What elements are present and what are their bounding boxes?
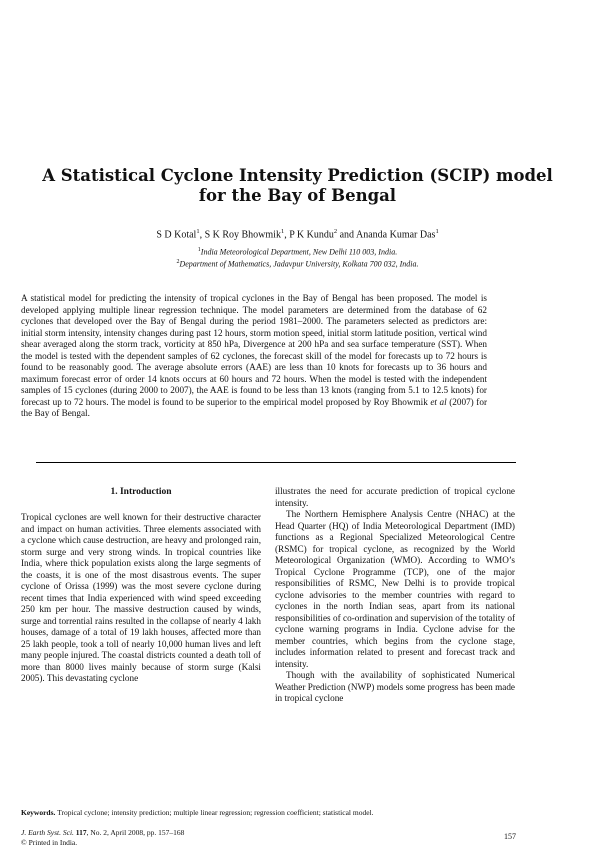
author-2-affil-mark: 1 <box>280 228 285 235</box>
author-3-affil-mark: 2 <box>333 228 338 235</box>
affiliation-1-text: India Meteorological Department, New Delhi 110 003, India. <box>200 247 398 257</box>
journal-volume: 117 <box>75 828 87 837</box>
abstract-etal: et al <box>430 396 447 407</box>
journal-issue-pages: , No. 2, April 2008, pp. 157–168 <box>86 828 185 837</box>
section-heading-introduction: 1. Introduction <box>110 487 172 497</box>
keywords-text: Tropical cyclone; intensity prediction; multiple linear regression; regression coefficient; statistical model. <box>57 808 374 817</box>
affiliation-2-mark: 2 <box>176 259 180 265</box>
keywords-label: Keywords. <box>21 808 56 817</box>
page-number: 157 <box>504 832 516 841</box>
intro-paragraph-3: Though with the availability of sophisticated Numerical Weather Prediction (NWP) models some progress has been made in tropical cyclone <box>275 670 515 703</box>
author-conjunction: and <box>339 229 355 241</box>
paper-title <box>40 166 555 206</box>
left-column <box>21 486 261 685</box>
author-4: Ananda Kumar Das <box>356 229 436 241</box>
journal-citation <box>21 828 321 838</box>
affiliation-2 <box>40 257 555 270</box>
abstract-text: A statistical model for predicting the intensity of tropical cyclones in the Bay of Bengal has been proposed. The model is developed applying multiple linear regression technique. The model parameters are determined from the database of 62 cyclones that developed over the Bay of Bengal during the period 1981–2000. The parameters selected as predictors are: initial storm intensity, intensity changes during past 12 hours, storm motion speed, initial storm latitude position, vertical wind shear averaged along the storm track, vorticity at 850 hPa, Divergence at 200 hPa and sea surface temperature (SST). When the model is tested with the dependent samples of 62 cyclones, the forecast skill of the model for forecasts up to 72 hours is found to be reasonably good. The average absolute errors (AAE) are less than 10 knots for forecasts up to 36 hours and maximum forecast error of order 14 knots occurs at 60 hours and 72 hours. When the model is tested with the independent samples of 15 cyclones (during 2000 to 2007), the AAE is found to be less than 13 knots (ranging from 5.1 to 12.5 knots) for forecast up to 72 hours. The model is found to be superior to the empirical model proposed by Roy Bhowmik <box>21 293 487 407</box>
author-2: S K Roy Bhowmik <box>204 229 281 241</box>
author-1: S D Kotal <box>156 229 197 241</box>
affiliation-1 <box>40 245 555 258</box>
abstract-text-end: (2007) for the Bay of Bengal. <box>21 396 488 419</box>
author-3: P K Kundu <box>289 229 334 241</box>
intro-paragraph-2: The Northern Hemisphere Analysis Centre (NHAC) at the Head Quarter (HQ) of India Meteorological Department (IMD) functions as a Regional Specialized Meteorological Centre (RSMC) for tropical cyclone, as recognized by the World Meteorological Organization (WMO). According to WMO’s Tropical Cyclone Programme (TCP), one of the major responsibilities of RSMC, New Delhi is to provide tropical cyclone advisories to the member countries with regard to cyclones in the north Indian seas, apart from its national responsibilities of co-ordination and supervision of the totality of cyclone warning programs in India. Cyclone advise for the member countries, which begins from the cyclone stage, includes information related to present and forecast track and intensity. <box>275 509 515 669</box>
abstract-divider <box>36 462 516 463</box>
right-column <box>275 486 515 705</box>
printed-notice: © Printed in India. <box>21 838 78 847</box>
abstract <box>21 293 487 420</box>
intro-paragraph-1-continued: illustrates the need for accurate prediction of tropical cyclone intensity. <box>275 486 515 508</box>
author-1-affil-mark: 1 <box>196 228 200 235</box>
affiliation-1-mark: 1 <box>197 247 201 253</box>
intro-paragraph-1: Tropical cyclones are well known for their destructive character and impact on human activities. Three elements associated with a cyclone which cause destruction, are heavy and prolonged rain, storm surge and very strong winds. In tropical countries like India, where thick population exists along the large segments of the coasts, it is one of the most disastrous events. The super cyclone of Orissa (1999) was the most severe cyclone during recent times that India experienced with wind speed exceeding 250 km per hour. The massive destruction caused by winds, surge and torrential rains resulted in the collapse of nearly 4 lakh houses, damage of a total of 19 lakh houses, affected more than 25 lakh people, took a toll of nearly 10,000 human lives and left many people injured. The coastal districts counted a death toll of more than 8000 lives mainly because of storm surge (Kalsi 2005). This devastating cyclone <box>21 512 261 683</box>
author-list: S D Kotal$^1$, S K Roy Bhowmik$^1$, P K Kundu$^2$ and Ananda Kumar Das$^1$ <box>156 228 439 241</box>
title-line-2: for the Bay of Bengal <box>198 186 397 205</box>
journal-name: J. Earth Syst. Sci. <box>21 828 74 837</box>
affiliation-2-text: Department of Mathematics, Jadavpur University, Kolkata 700 032, India. <box>179 259 419 269</box>
author-4-affil-mark: 1 <box>435 228 439 235</box>
title-line-1: A Statistical Cyclone Intensity Prediction (SCIP) model <box>42 166 553 185</box>
keywords <box>21 808 561 818</box>
